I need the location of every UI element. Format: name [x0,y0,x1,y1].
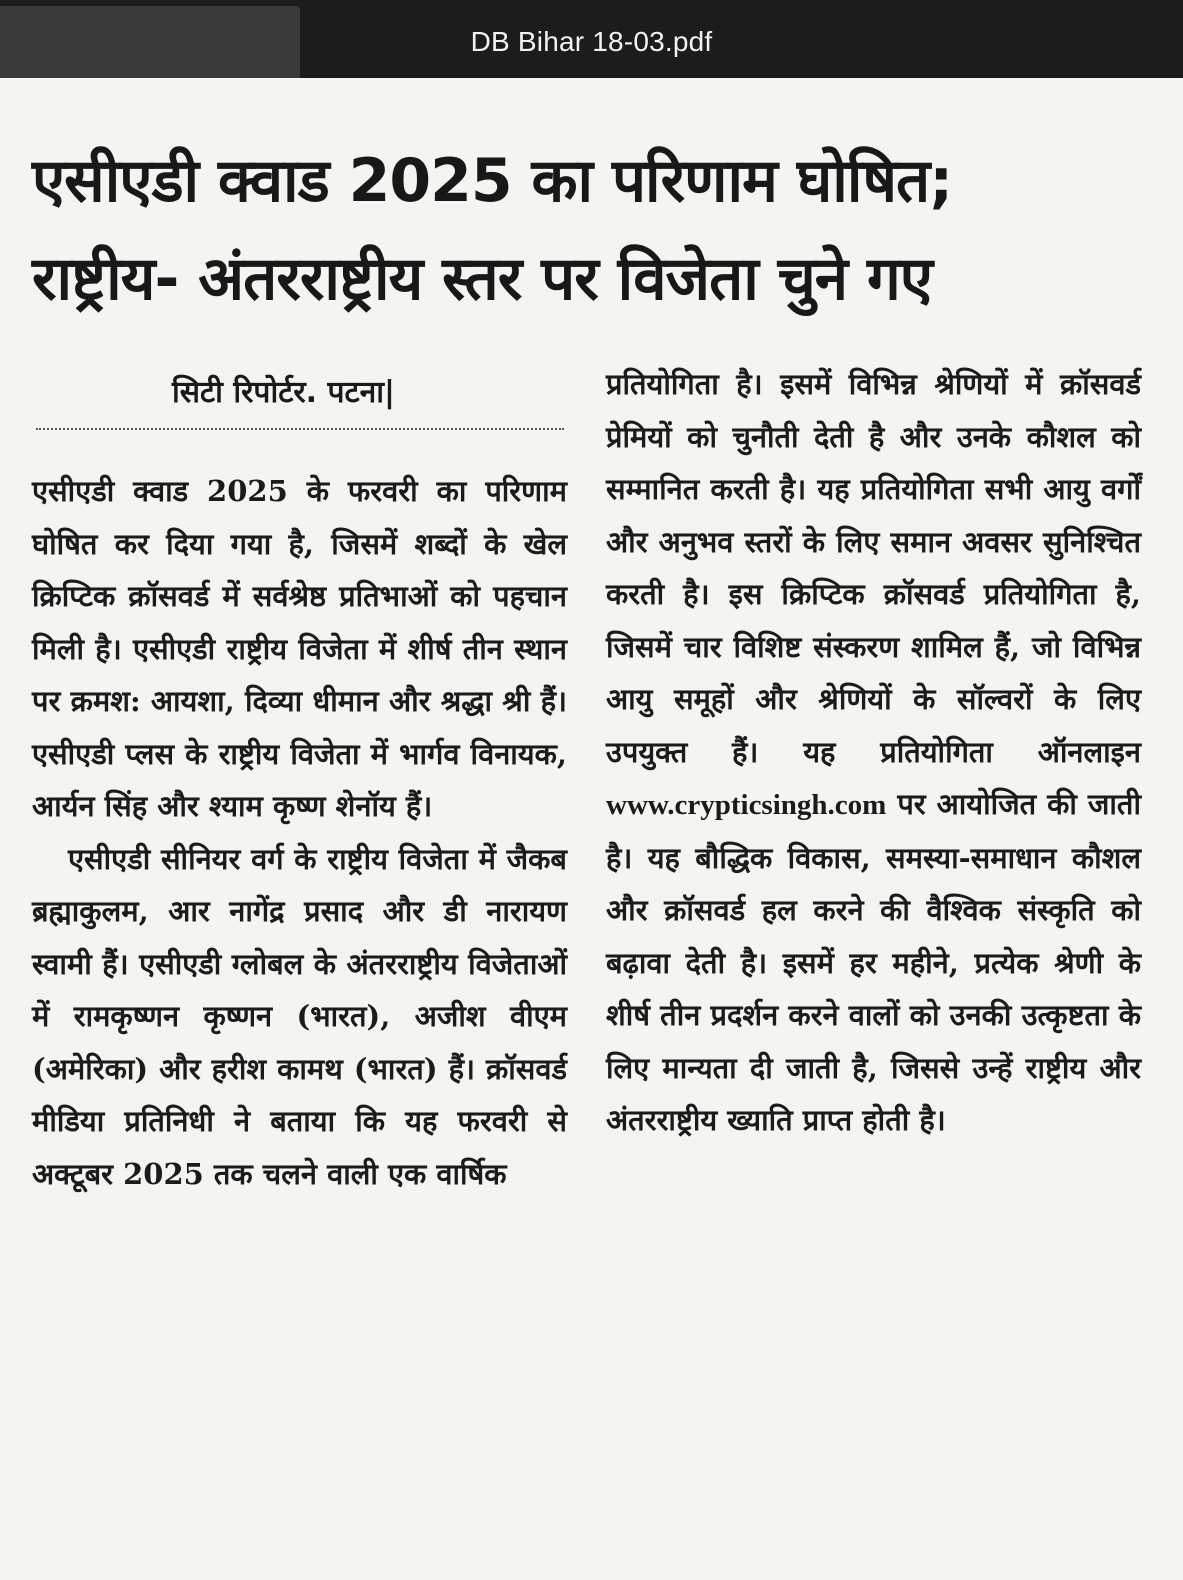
paragraph: एसीएडी सीनियर वर्ग के राष्ट्रीय विजेता में जैकब ब्रह्माकुलम, आर नागेंद्र प्रसाद और डी नारायण स्वामी हैं। एसीएडी ग्लोबल के अंतरराष्ट्रीय विजेताओं में रामकृष्णन कृष्णन (भारत), अजीश वीएम (अमेरिका) और हरीश कामथ (भारत) हैं। क्रॉसवर्ड मीडिया प्रतिनिधी ने बताया कि यह फरवरी से अक्टूबर 2025 तक चलने वाली एक वार्षिक [32,841,567,1191]
paragraph [606,358,1141,1147]
byline: सिटी रिपोर्टर. पटना| [172,375,396,410]
dotted-divider [36,428,564,430]
paragraph-text: पर आयोजित की जाती है। यह बौद्धिक विकास, समस्या-समाधान कौशल और क्रॉसवर्ड हल करने की वैश्विक संस्कृति को बढ़ावा देती है। इसमें हर महीने, प्रत्येक श्रेणी के शीर्ष तीन प्रदर्शन करने वालों को उनकी उत्कृष्टता के लिए मान्यता दी जाती है, जिससे उन्हें राष्ट्रीय और अंतरराष्ट्रीय ख्याति प्राप्त होती है। [606,787,1141,1137]
article-column-right [606,358,1141,1147]
paragraph: एसीएडी क्वाड 2025 के फरवरी का परिणाम घोषित कर दिया गया है, जिसमें शब्दों के खेल क्रिप्टिक क्रॉसवर्ड में सर्वश्रेष्ठ प्रतिभाओं को पहचान मिली है। एसीएडी राष्ट्रीय विजेता में शीर्ष तीन स्थान पर क्रमश: आयशा, दिव्या धीमान और श्रद्धा श्री हैं। एसीएडी प्लस के राष्ट्रीय विजेता में भार्गव विनायक, आर्यन सिंह और श्याम कृष्ण शेनॉय हैं। [32,474,567,823]
website-url: www.crypticsingh.com [606,789,887,821]
article-column-left [32,465,567,1200]
paragraph-text: प्रतियोगिता है। इसमें विभिन्न श्रेणियों में क्रॉसवर्ड प्रेमियों को चुनौती देती है और उनके कौशल को सम्मानित करती है। यह प्रतियोगिता सभी आयु वर्गों और अनुभव स्तरों के लिए समान अवसर सुनिश्चित करती है। इस क्रिप्टिक क्रॉसवर्ड प्रतियोगिता है, जिसमें चार विशिष्ट संस्करण शामिल हैं, जो विभिन्न आयु समूहों और श्रेणियों के सॉल्वरों के लिए उपयुक्त हैं। यह प्रतियोगिता ऑनलाइन [606,367,1141,769]
article-headline [32,132,1152,328]
headline-line-2: राष्ट्रीय- अंतरराष्ट्रीय स्तर पर विजेता चुने गए [32,244,932,314]
headline-line-1: एसीएडी क्वाड 2025 का परिणाम घोषित; [32,146,953,216]
window-title: DB Bihar 18-03.pdf [470,26,713,57]
